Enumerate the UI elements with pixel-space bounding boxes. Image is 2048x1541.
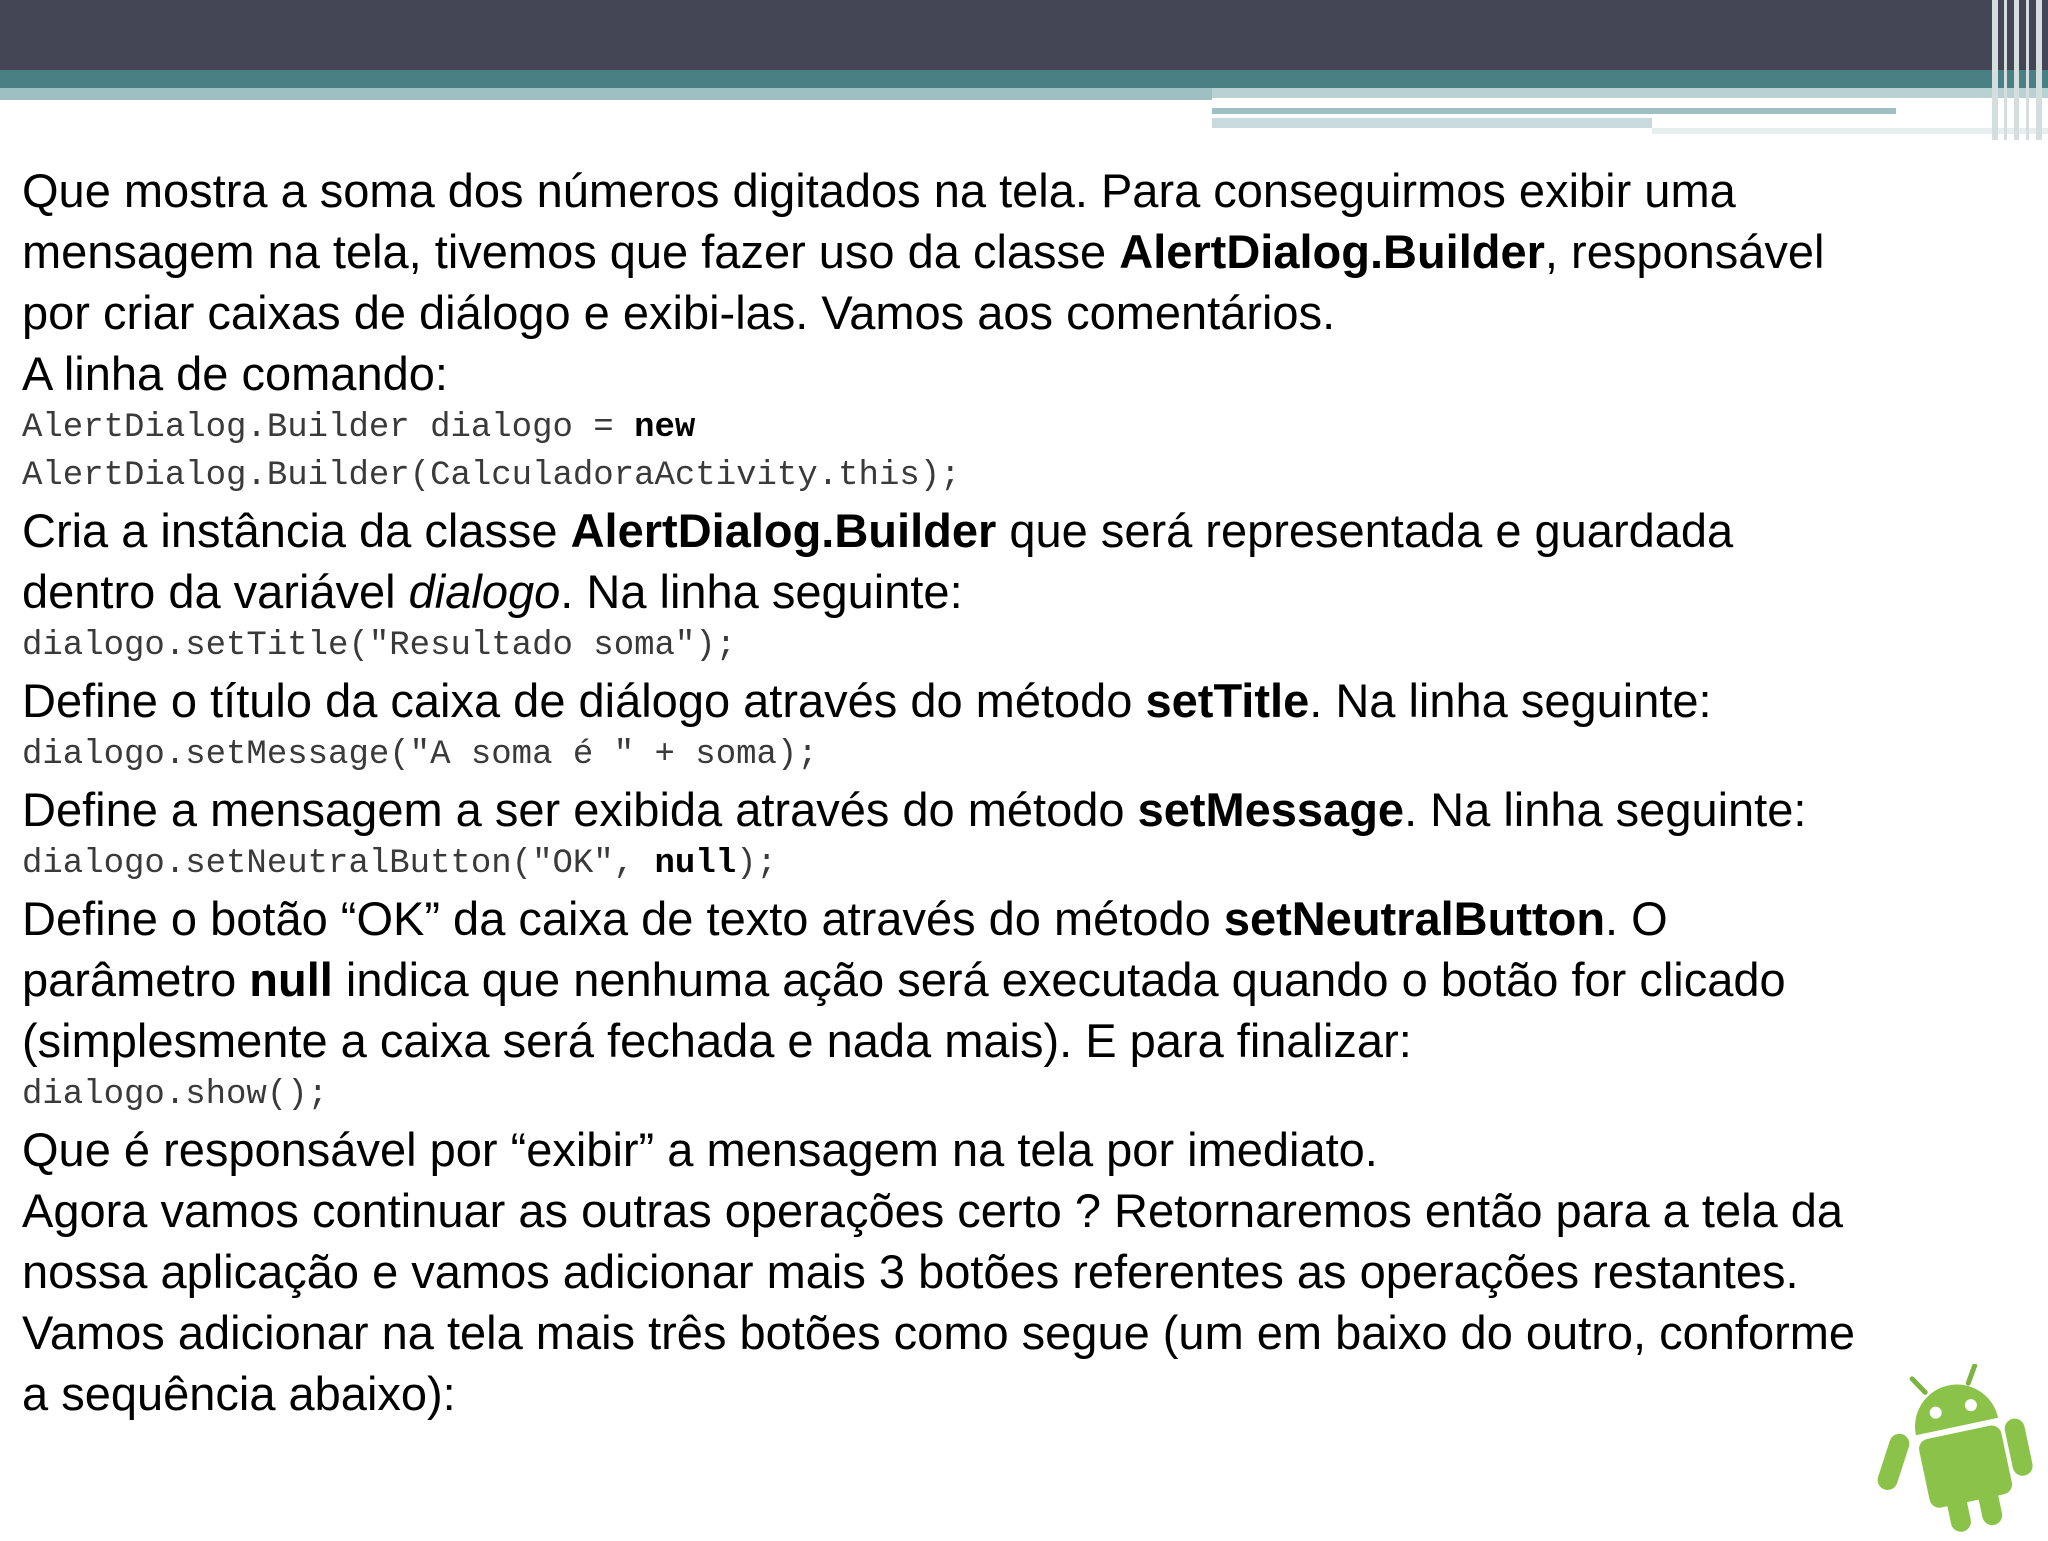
header-right-band: [1212, 88, 2048, 98]
header-stripes-decoration: [1988, 0, 2048, 140]
code-line-setmessage: dialogo.setMessage("A soma é " + soma);: [22, 736, 818, 774]
header-bar: [0, 0, 2048, 70]
android-robot-icon: [1876, 1364, 2048, 1536]
paragraph-next-steps-line2: nossa aplicação e vamos adicionar mais 3 botões referentes as operações restantes.: [22, 1245, 1799, 1298]
paragraph-setneutralbutton-line2: parâmetro null indica que nenhuma ação será executada quando o botão for clicado: [22, 953, 1786, 1006]
slide-content: [22, 160, 2022, 1424]
paragraph-next-steps: Agora vamos continuar as outras operações certo ? Retornaremos então para a tela da: [22, 1184, 1843, 1237]
paragraph-command-label: A linha de comando:: [22, 347, 448, 400]
code-line-builder-decl: AlertDialog.Builder dialogo = new: [22, 409, 696, 447]
paragraph-instance-line2: dentro da variável dialogo. Na linha seguinte:: [22, 565, 963, 618]
paragraph-settitle: Define o título da caixa de diálogo através do método setTitle. Na linha seguinte:: [22, 674, 1712, 727]
paragraph-show: Que é responsável por “exibir” a mensagem na tela por imediato.: [22, 1123, 1378, 1176]
paragraph-intro-line2: mensagem na tela, tivemos que fazer uso da classe AlertDialog.Builder, responsável: [22, 225, 1825, 278]
paragraph-instance: Cria a instância da classe AlertDialog.Builder que será representada e guardada: [22, 504, 1734, 557]
code-line-builder-ctor: AlertDialog.Builder(CalculadoraActivity.this);: [22, 457, 961, 495]
header-accent-band: [0, 70, 2048, 88]
header-light-band: [0, 88, 1212, 100]
header-right-line: [1212, 118, 1652, 128]
paragraph-setneutralbutton-line3: (simplesmente a caixa será fechada e nada mais). E para finalizar:: [22, 1014, 1412, 1067]
paragraph-next-steps-line4: a sequência abaixo):: [22, 1367, 456, 1420]
paragraph-setneutralbutton: Define o botão “OK” da caixa de texto através do método setNeutralButton. O: [22, 892, 1668, 945]
paragraph-setmessage: Define a mensagem a ser exibida através do método setMessage. Na linha seguinte:: [22, 783, 1807, 836]
paragraph-intro-line3: por criar caixas de diálogo e exibi-las. Vamos aos comentários.: [22, 286, 1336, 339]
paragraph-intro: Que mostra a soma dos números digitados na tela. Para conseguirmos exibir uma: [22, 164, 1736, 217]
header-right-line: [1212, 108, 1896, 114]
code-line-show: dialogo.show();: [22, 1076, 329, 1114]
paragraph-next-steps-line3: Vamos adicionar na tela mais três botões como segue (um em baixo do outro, conforme: [22, 1306, 1856, 1359]
code-line-settitle: dialogo.setTitle("Resultado soma");: [22, 627, 737, 665]
code-line-setneutralbutton: dialogo.setNeutralButton("OK", null);: [22, 845, 777, 883]
